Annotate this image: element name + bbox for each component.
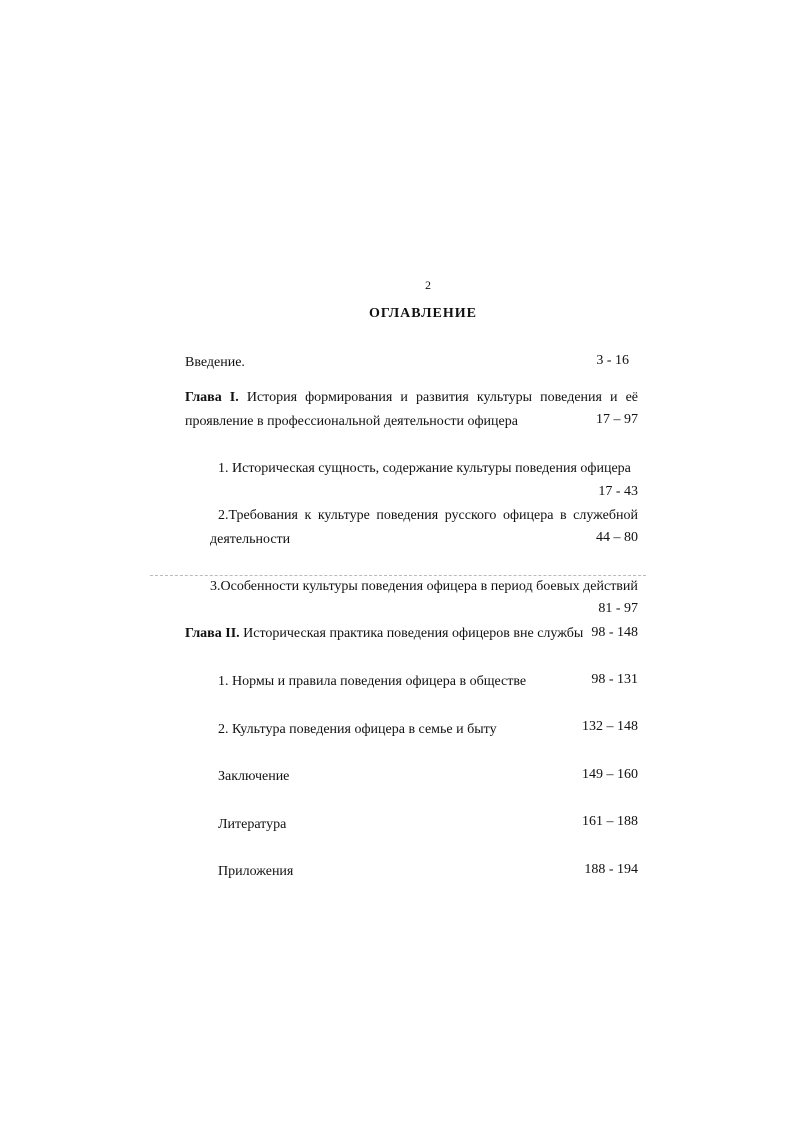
toc-ch2-sec1-pages: 98 - 131: [591, 672, 638, 687]
toc-ch1-line2: проявление в профессиональной деятельности офицера: [185, 414, 518, 429]
scan-artifact-line: [150, 575, 646, 576]
toc-literature-pages: 161 – 188: [582, 814, 638, 829]
toc-ch1-sec3-pages: 81 - 97: [598, 601, 638, 616]
toc-conclusion-pages: 149 – 160: [582, 767, 638, 782]
toc-appendix-pages: 188 - 194: [584, 862, 638, 877]
toc-ch2-pages: 98 - 148: [591, 625, 638, 640]
toc-ch2-sec1-label: 1. Нормы и правила поведения офицера в обществе: [218, 674, 527, 689]
toc-ch1-prefix: Глава I.: [185, 390, 239, 405]
toc-ch1-sec2-pages: 44 – 80: [596, 530, 638, 545]
toc-conclusion-label: Заключение: [218, 769, 290, 784]
toc-ch1-pages: 17 – 97: [596, 412, 638, 427]
page-title: ОГЛАВЛЕНИЕ: [369, 306, 477, 321]
toc-ch1-sec1-pages: 17 - 43: [598, 484, 638, 499]
toc-literature-label: Литература: [218, 817, 287, 832]
toc-appendix-label: Приложения: [218, 864, 294, 879]
toc-ch2-line: [185, 625, 583, 643]
toc-intro-label: Введение.: [185, 355, 245, 370]
toc-ch1-sec1-label: 1. Историческая сущность, содержание культуры поведения офицера: [218, 461, 631, 476]
toc-ch1-sec3-label: 3.Особенности культуры поведения офицера в период боевых действий: [210, 579, 638, 594]
toc-ch1-title-1: История формирования и развития культуры поведения и её: [246, 390, 639, 405]
toc-ch1-sec2-line1: 2.Требования к культуре поведения русского офицера в служебной: [218, 508, 638, 523]
page-number: 2: [425, 278, 431, 292]
toc-ch2-title: Историческая практика поведения офицеров вне службы: [243, 626, 584, 641]
toc-ch2-sec2-label: 2. Культура поведения офицера в семье и быту: [218, 722, 497, 737]
toc-ch1-sec2-line2: деятельности: [210, 532, 291, 547]
toc-intro-pages: 3 - 16: [596, 353, 629, 368]
toc-ch2-sec2-pages: 132 – 148: [582, 719, 638, 734]
toc-ch2-prefix: Глава II.: [185, 626, 240, 641]
toc-ch1-line1: [185, 389, 638, 407]
